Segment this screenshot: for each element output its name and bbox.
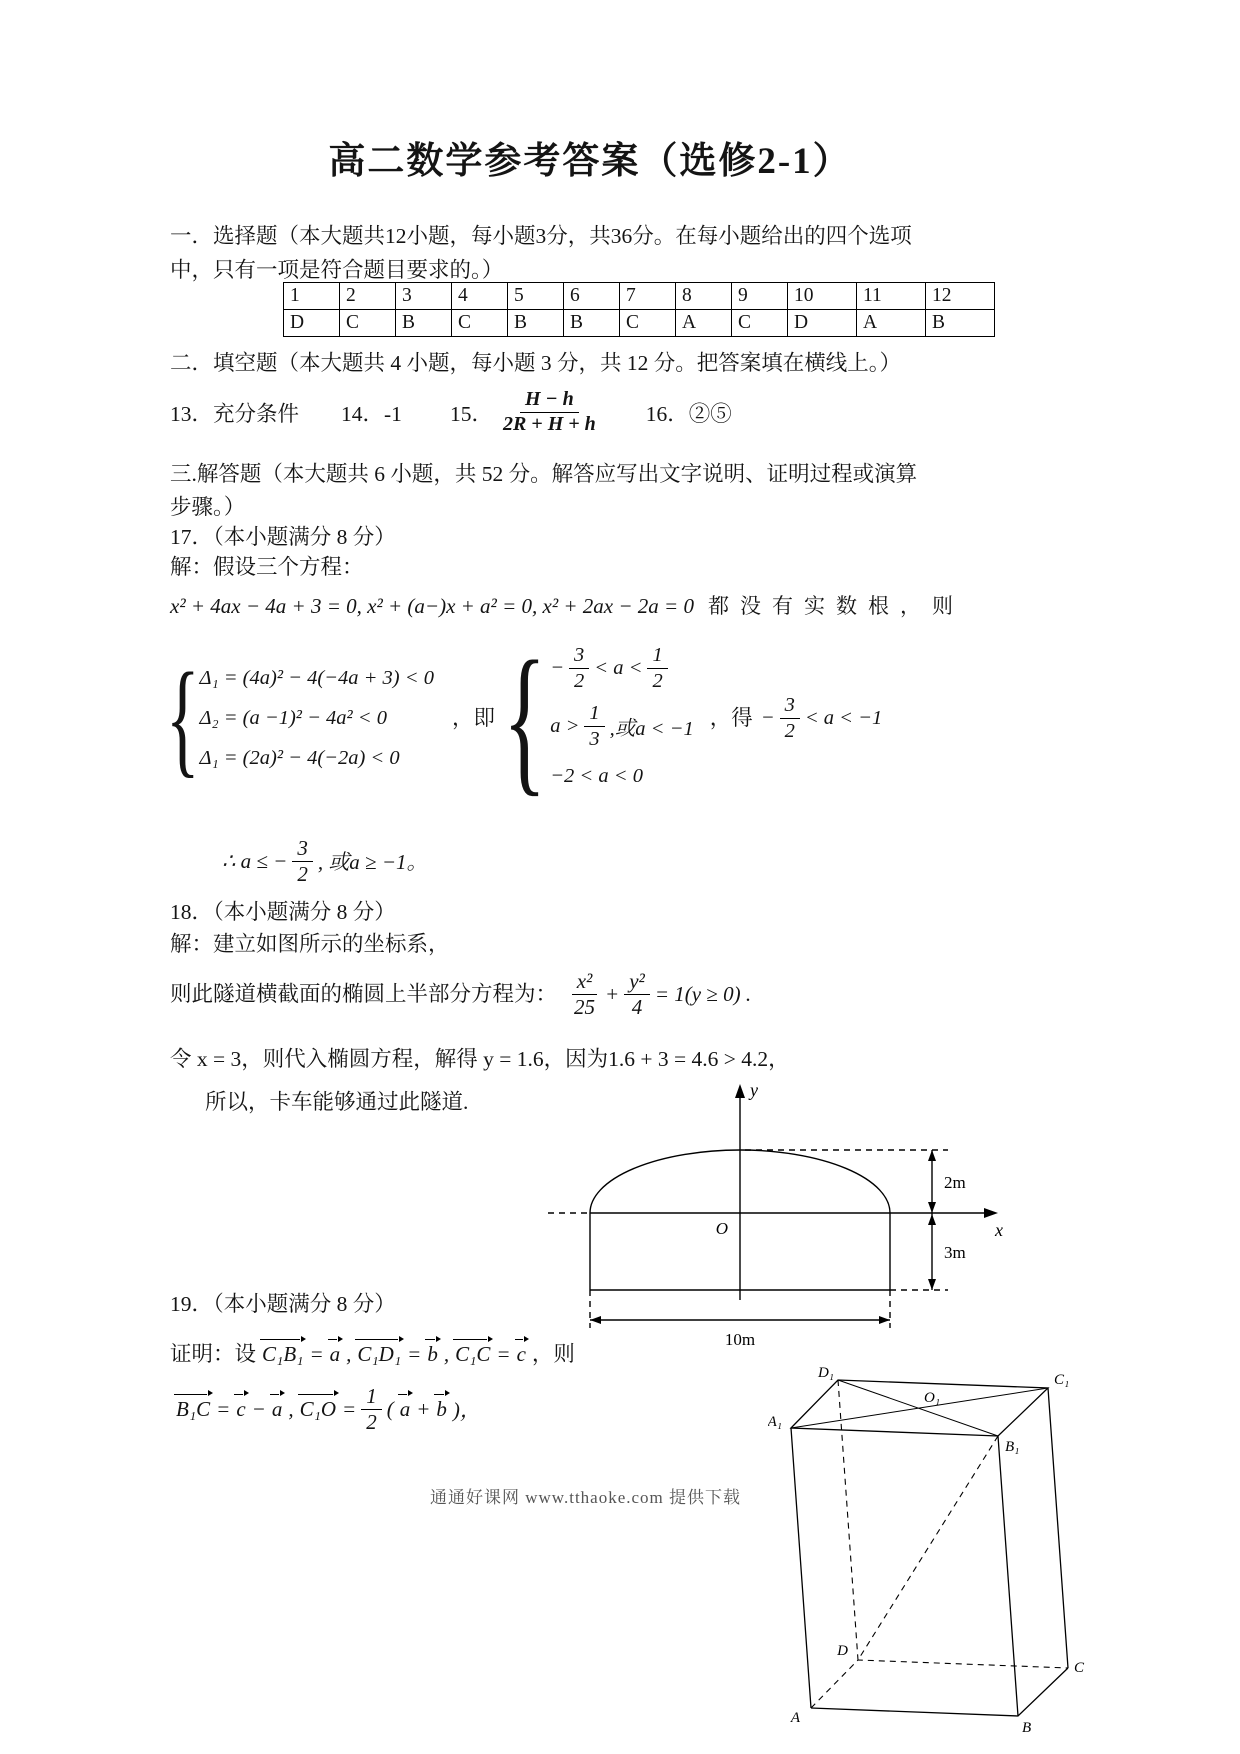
center-o1-label: O₁ <box>924 1390 941 1406</box>
vector-b: b <box>427 1342 438 1366</box>
math-text: − <box>550 656 565 679</box>
q-answer: B <box>396 310 452 337</box>
fraction-numerator: y² <box>624 969 650 995</box>
left-brace-icon: { <box>165 647 200 789</box>
q17-system-block <box>165 626 883 810</box>
section3-heading-line2: 步骤。） <box>170 495 246 519</box>
q-answer: A <box>857 310 926 337</box>
fraction-x2-over-25 <box>569 969 600 1020</box>
delta-condition-2: Δ₂ = (a −1)² − 4a² < 0 <box>199 706 388 729</box>
answer-13: 13．充分条件 <box>170 401 300 426</box>
q18-line2: 令 x = 3，则代入椭圆方程，解得 y = 1.6，因为1.6 + 3 = 4.6 > 4.2， <box>170 1047 790 1071</box>
q19-proof-line1 <box>170 1332 575 1370</box>
fraction-denominator: 2 <box>784 719 795 742</box>
fraction-numerator: 3 <box>292 836 313 862</box>
answer-15-fraction <box>498 388 601 436</box>
vector-c: c <box>516 1342 526 1366</box>
connector-ji: ，即 <box>451 705 495 730</box>
q17-delta-system <box>199 658 434 778</box>
q-answer: A <box>676 310 732 337</box>
vertex-b-label: B <box>1022 1720 1032 1736</box>
vertex-a1-label: A₁ <box>768 1414 782 1430</box>
math-text: )， <box>452 1398 481 1422</box>
vertex-a-label: A <box>790 1710 800 1726</box>
math-text: ( <box>386 1396 394 1421</box>
q-answer: B <box>564 310 620 337</box>
fraction-numerator: H − h <box>520 388 579 413</box>
math-text: = 1(y ≥ 0) . <box>654 981 752 1006</box>
q-number: 6 <box>564 283 620 310</box>
math-text: + <box>605 981 620 1006</box>
tunnel-cross-section-figure <box>540 1078 1010 1353</box>
q19-proof-line2 <box>170 1378 481 1440</box>
vector-c1b1: C₁B₁ <box>262 1342 304 1366</box>
vertex-c-label: C <box>1074 1660 1085 1676</box>
table-row-answers <box>284 310 995 337</box>
q-number: 11 <box>857 283 926 310</box>
fraction-denominator: 2 <box>574 669 585 692</box>
answer-15-label: 15． <box>449 401 493 426</box>
footer-watermark: 通通好课网 www.tthaoke.com 提供下载 <box>430 1488 742 1507</box>
q17-result <box>761 693 882 742</box>
vertex-d1-label: D₁ <box>817 1366 835 1381</box>
fill-blank-answers <box>170 383 732 441</box>
q19-proof-label: 证明：设 <box>170 1342 257 1366</box>
q-number: 3 <box>396 283 452 310</box>
q-number: 5 <box>508 283 564 310</box>
vector-c1d1: C₁D₁ <box>357 1342 402 1366</box>
q17-interval-system <box>550 639 694 797</box>
fraction-one-third <box>584 701 604 750</box>
section2-heading: 二．填空题（本大题共 4 小题，每小题 3 分，共 12 分。把答案填在横线上。） <box>170 351 902 375</box>
q18-equation-intro: 则此隧道横截面的椭圆上半部分方程为： <box>170 981 558 1006</box>
interval-2 <box>550 697 694 755</box>
vertex-b1-label: B₁ <box>1005 1439 1020 1455</box>
arrowheads <box>590 1084 998 1324</box>
q-number: 7 <box>620 283 676 310</box>
answer-16: 16．②⑤ <box>645 401 732 426</box>
q18-ellipse-equation-line <box>170 962 751 1026</box>
section3-heading-line1: 三.解答题（本大题共 6 小题，共 52 分。解答应写出文字说明、证明过程或演算 <box>170 462 918 486</box>
connector-de: ，得 <box>709 705 753 730</box>
q17-heading: 17．（本小题满分 8 分） <box>170 525 396 549</box>
section1-heading-line1: 一．选择题（本大题共12小题，每小题3分，共36分。在每小题给出的四个选项 <box>170 224 912 248</box>
fraction-denominator: 2 <box>366 1409 377 1434</box>
vector-a: a <box>271 1396 283 1421</box>
fraction-three-halves <box>780 693 800 742</box>
q-answer: C <box>340 310 396 337</box>
q19-heading: 19．（本小题满分 8 分） <box>170 1292 396 1316</box>
fraction-denominator: 2 <box>652 669 663 692</box>
math-text: , 或a ≥ −1。 <box>317 850 428 874</box>
q-answer: D <box>284 310 340 337</box>
origin-label: O <box>715 1219 728 1238</box>
math-text: a > <box>550 714 580 737</box>
q17-solve-label: 解：假设三个方程： <box>170 555 364 579</box>
q-answer: C <box>620 310 676 337</box>
math-text: < a < <box>594 656 643 679</box>
dim-10m-label: 10m <box>724 1330 756 1349</box>
dim-2m-label: 2m <box>944 1173 966 1192</box>
parallelepiped-figure <box>768 1366 1088 1754</box>
math-text: − <box>760 706 775 729</box>
q-number: 9 <box>732 283 788 310</box>
math-text: , <box>288 1396 294 1421</box>
vector-a: a <box>329 1342 341 1366</box>
math-text: = <box>407 1342 422 1366</box>
fraction-denominator: 4 <box>631 994 643 1019</box>
prism-hidden-edges <box>811 1380 1068 1708</box>
q18-solve-label: 解：建立如图所示的坐标系， <box>170 932 450 956</box>
math-text: + <box>416 1396 431 1421</box>
math-text: = <box>496 1342 511 1366</box>
answer-14: 14．-1 <box>341 401 402 426</box>
q-number: 1 <box>284 283 340 310</box>
x-axis-label: x <box>995 1220 1003 1240</box>
vertex-c1-label: C₁ <box>1054 1372 1070 1388</box>
q17-equations-tail: 都没有实数根，则 <box>707 594 964 618</box>
math-text: = <box>309 1342 324 1366</box>
vector-b: b <box>436 1396 447 1421</box>
q-answer: B <box>926 310 995 337</box>
delta-condition-1: Δ₁ = (4a)² − 4(−4a + 3) < 0 <box>199 666 434 689</box>
fraction-y2-over-4 <box>624 969 650 1020</box>
vector-b1c: B₁C <box>176 1396 211 1421</box>
q-answer: B <box>508 310 564 337</box>
fraction-denominator: 2 <box>297 861 308 886</box>
q-number: 4 <box>452 283 508 310</box>
y-axis-label: y <box>750 1080 758 1100</box>
fraction-denominator: 25 <box>574 994 596 1019</box>
prism-solid-edges <box>791 1380 1068 1716</box>
page-title: 高二数学参考答案（选修2-1） <box>328 141 852 182</box>
section1-heading-line2: 中，只有一项是符合题目要求的。） <box>170 258 504 282</box>
q-answer: C <box>732 310 788 337</box>
math-text: = <box>216 1396 231 1421</box>
fraction-one-half <box>647 643 667 692</box>
left-brace-icon: { <box>502 626 547 810</box>
dim-3m-label: 3m <box>944 1243 966 1262</box>
fraction-numerator: x² <box>572 969 598 995</box>
vertex-d-label: D <box>837 1643 848 1659</box>
math-text: = <box>342 1396 357 1421</box>
q18-line3: 所以，卡车能够通过此隧道. <box>205 1090 469 1114</box>
q-answer: C <box>452 310 508 337</box>
fraction-numerator: 1 <box>361 1384 382 1410</box>
fraction-numerator: 1 <box>647 643 667 668</box>
fraction-denominator: 2R + H + h <box>502 412 596 435</box>
fraction-numerator: 3 <box>569 643 589 668</box>
q17-equations-line <box>170 590 1010 620</box>
q18-heading: 18．（本小题满分 8 分） <box>170 900 396 924</box>
vector-a: a <box>399 1396 411 1421</box>
fraction-denominator: 3 <box>589 727 600 750</box>
q-answer: D <box>788 310 857 337</box>
table-row-numbers <box>284 283 995 310</box>
math-text: , <box>346 1342 352 1366</box>
q17-conclusion <box>222 832 428 890</box>
math-text: ,或a < −1 <box>609 718 694 740</box>
vector-c: c <box>236 1396 246 1421</box>
interval-3: −2 < a < 0 <box>550 764 643 787</box>
choice-answer-table <box>283 282 995 337</box>
fraction-three-halves <box>292 836 313 887</box>
q-number: 2 <box>340 283 396 310</box>
math-text: − <box>251 1396 266 1421</box>
math-text: , <box>443 1342 450 1366</box>
fraction-numerator: 1 <box>584 701 604 726</box>
delta-condition-3: Δ₁ = (2a)² − 4(−2a) < 0 <box>199 746 400 769</box>
q-number: 10 <box>788 283 857 310</box>
q-number: 12 <box>926 283 995 310</box>
fraction-numerator: 3 <box>780 693 800 718</box>
q-number: 8 <box>676 283 732 310</box>
fraction-three-halves <box>569 643 589 692</box>
math-text: ∴ a ≤ − <box>222 848 288 873</box>
tunnel-figure-lines <box>548 1094 988 1328</box>
fraction-one-half <box>361 1384 382 1435</box>
q19-then: ，则 <box>531 1342 575 1366</box>
vector-c1o: C₁O <box>299 1396 337 1421</box>
q17-equations: x² + 4ax − 4a + 3 = 0, x² + (a−)x + a² = 0, x² + 2ax − 2a = 0 <box>170 594 694 618</box>
math-text: < a < −1 <box>804 706 883 729</box>
vector-c1c: C₁C <box>455 1342 491 1366</box>
interval-1 <box>550 639 694 697</box>
